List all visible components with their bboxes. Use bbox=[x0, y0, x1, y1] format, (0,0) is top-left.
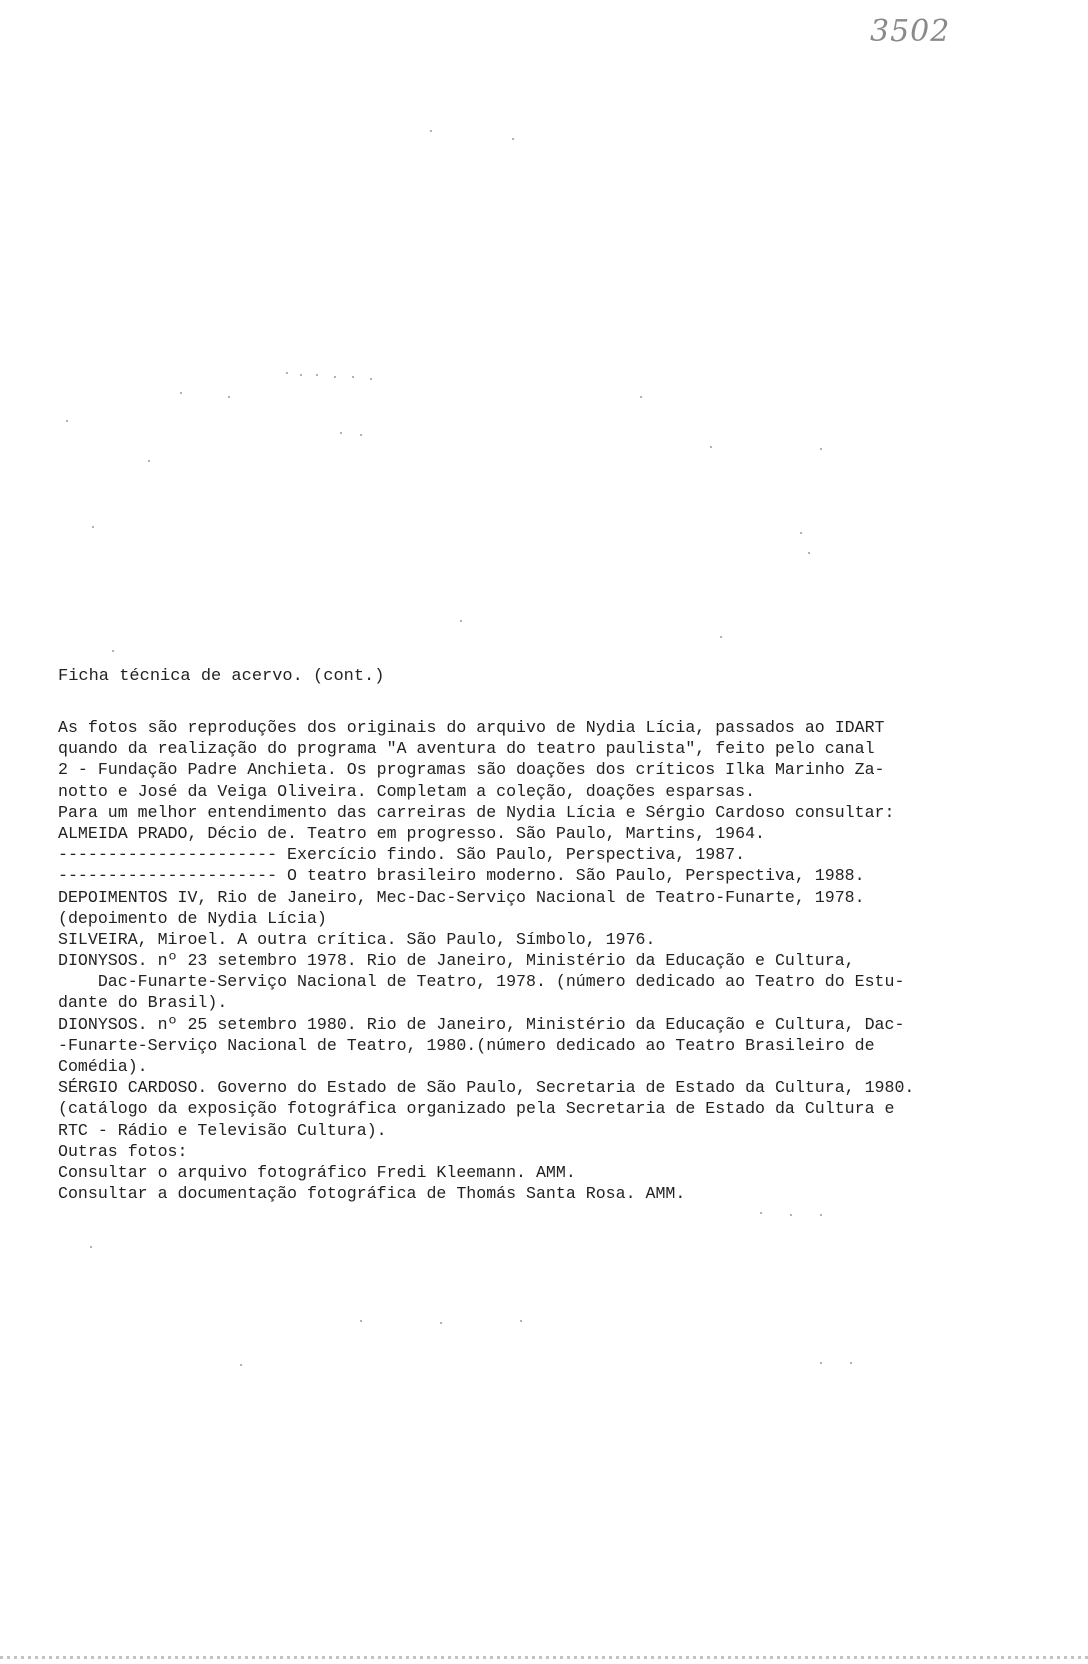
scan-speck bbox=[228, 396, 230, 398]
scan-speck bbox=[148, 460, 150, 462]
scan-speck bbox=[520, 1320, 522, 1322]
document-heading: Ficha técnica de acervo. (cont.) bbox=[58, 667, 385, 686]
scan-speck bbox=[850, 1362, 852, 1364]
scan-speck bbox=[66, 420, 68, 422]
page-number: 3502 bbox=[870, 14, 951, 49]
scan-edge-noise bbox=[0, 1656, 1088, 1659]
scan-speck bbox=[820, 1214, 822, 1216]
text-line: Outras fotos: bbox=[58, 1141, 188, 1161]
scan-speck bbox=[808, 552, 810, 554]
text-line: DEPOIMENTOS IV, Rio de Janeiro, Mec-Dac-Serviço Nacional de Teatro-Funarte, 1978. bbox=[58, 887, 865, 907]
scan-speck bbox=[710, 446, 712, 448]
text-line: Para um melhor entendimento das carreiras de Nydia Lícia e Sérgio Cardoso consultar: bbox=[58, 802, 895, 822]
scan-speck bbox=[240, 1364, 242, 1366]
scan-speck bbox=[760, 1212, 762, 1214]
scan-speck bbox=[286, 372, 288, 374]
document-body bbox=[58, 717, 1058, 1204]
scan-speck bbox=[790, 1214, 792, 1216]
text-line: ALMEIDA PRADO, Décio de. Teatro em progresso. São Paulo, Martins, 1964. bbox=[58, 823, 766, 843]
scan-speck bbox=[820, 448, 822, 450]
scan-speck bbox=[180, 392, 182, 394]
text-line: quando da realização do programa "A aventura do teatro paulista", feito pelo canal bbox=[58, 739, 875, 759]
text-line: SILVEIRA, Miroel. A outra crítica. São Paulo, Símbolo, 1976. bbox=[58, 929, 656, 949]
text-line: dante do Brasil). bbox=[58, 993, 228, 1013]
text-line: 2 - Fundação Padre Anchieta. Os programas são doações dos críticos Ilka Marinho Za- bbox=[58, 760, 885, 780]
text-line: As fotos são reproduções dos originais do arquivo de Nydia Lícia, passados ao IDART bbox=[58, 718, 885, 737]
scan-speck bbox=[800, 532, 802, 534]
scan-speck bbox=[640, 396, 642, 398]
text-line: Consultar a documentação fotográfica de Thomás Santa Rosa. AMM. bbox=[58, 1184, 686, 1204]
scan-speck bbox=[720, 636, 722, 638]
text-line: -Funarte-Serviço Nacional de Teatro, 1980.(número dedicado ao Teatro Brasileiro de bbox=[58, 1035, 875, 1055]
scan-speck bbox=[334, 376, 336, 378]
scan-speck bbox=[90, 1246, 92, 1248]
scan-speck bbox=[92, 526, 94, 528]
scan-speck bbox=[460, 620, 462, 622]
scan-speck bbox=[820, 1362, 822, 1364]
text-line: (catálogo da exposição fotográfica organizado pela Secretaria de Estado da Cultura e bbox=[58, 1099, 895, 1119]
text-line: SÉRGIO CARDOSO. Governo do Estado de São Paulo, Secretaria de Estado da Cultura, 1980. bbox=[58, 1078, 915, 1098]
text-line: RTC - Rádio e Televisão Cultura). bbox=[58, 1120, 387, 1140]
text-line: Consultar o arquivo fotográfico Fredi Kleemann. AMM. bbox=[58, 1162, 576, 1182]
scan-speck bbox=[352, 376, 354, 378]
text-line: DIONYSOS. nº 23 setembro 1978. Rio de Janeiro, Ministério da Educação e Cultura, bbox=[58, 951, 855, 971]
scan-speck bbox=[340, 432, 342, 434]
scan-speck bbox=[360, 1320, 362, 1322]
text-line: DIONYSOS. nº 25 setembro 1980. Rio de Janeiro, Ministério da Educação e Cultura, Dac- bbox=[58, 1014, 905, 1034]
scan-speck bbox=[112, 650, 114, 652]
text-line: notto e José da Veiga Oliveira. Completam a coleção, doações esparsas. bbox=[58, 781, 756, 801]
text-line: (depoimento de Nydia Lícia) bbox=[58, 908, 327, 928]
text-line: ---------------------- Exercício findo. São Paulo, Perspectiva, 1987. bbox=[58, 845, 746, 865]
scan-speck bbox=[316, 374, 318, 376]
scan-speck bbox=[512, 138, 514, 140]
scan-speck bbox=[370, 378, 372, 380]
scan-speck bbox=[440, 1322, 442, 1324]
scan-speck bbox=[360, 434, 362, 436]
scan-speck bbox=[430, 130, 432, 132]
text-line: ---------------------- O teatro brasileiro moderno. São Paulo, Perspectiva, 1988. bbox=[58, 866, 865, 886]
text-line: Comédia). bbox=[58, 1057, 148, 1076]
text-line: Dac-Funarte-Serviço Nacional de Teatro, 1978. (número dedicado ao Teatro do Estu- bbox=[58, 972, 905, 992]
scan-speck bbox=[300, 374, 302, 376]
